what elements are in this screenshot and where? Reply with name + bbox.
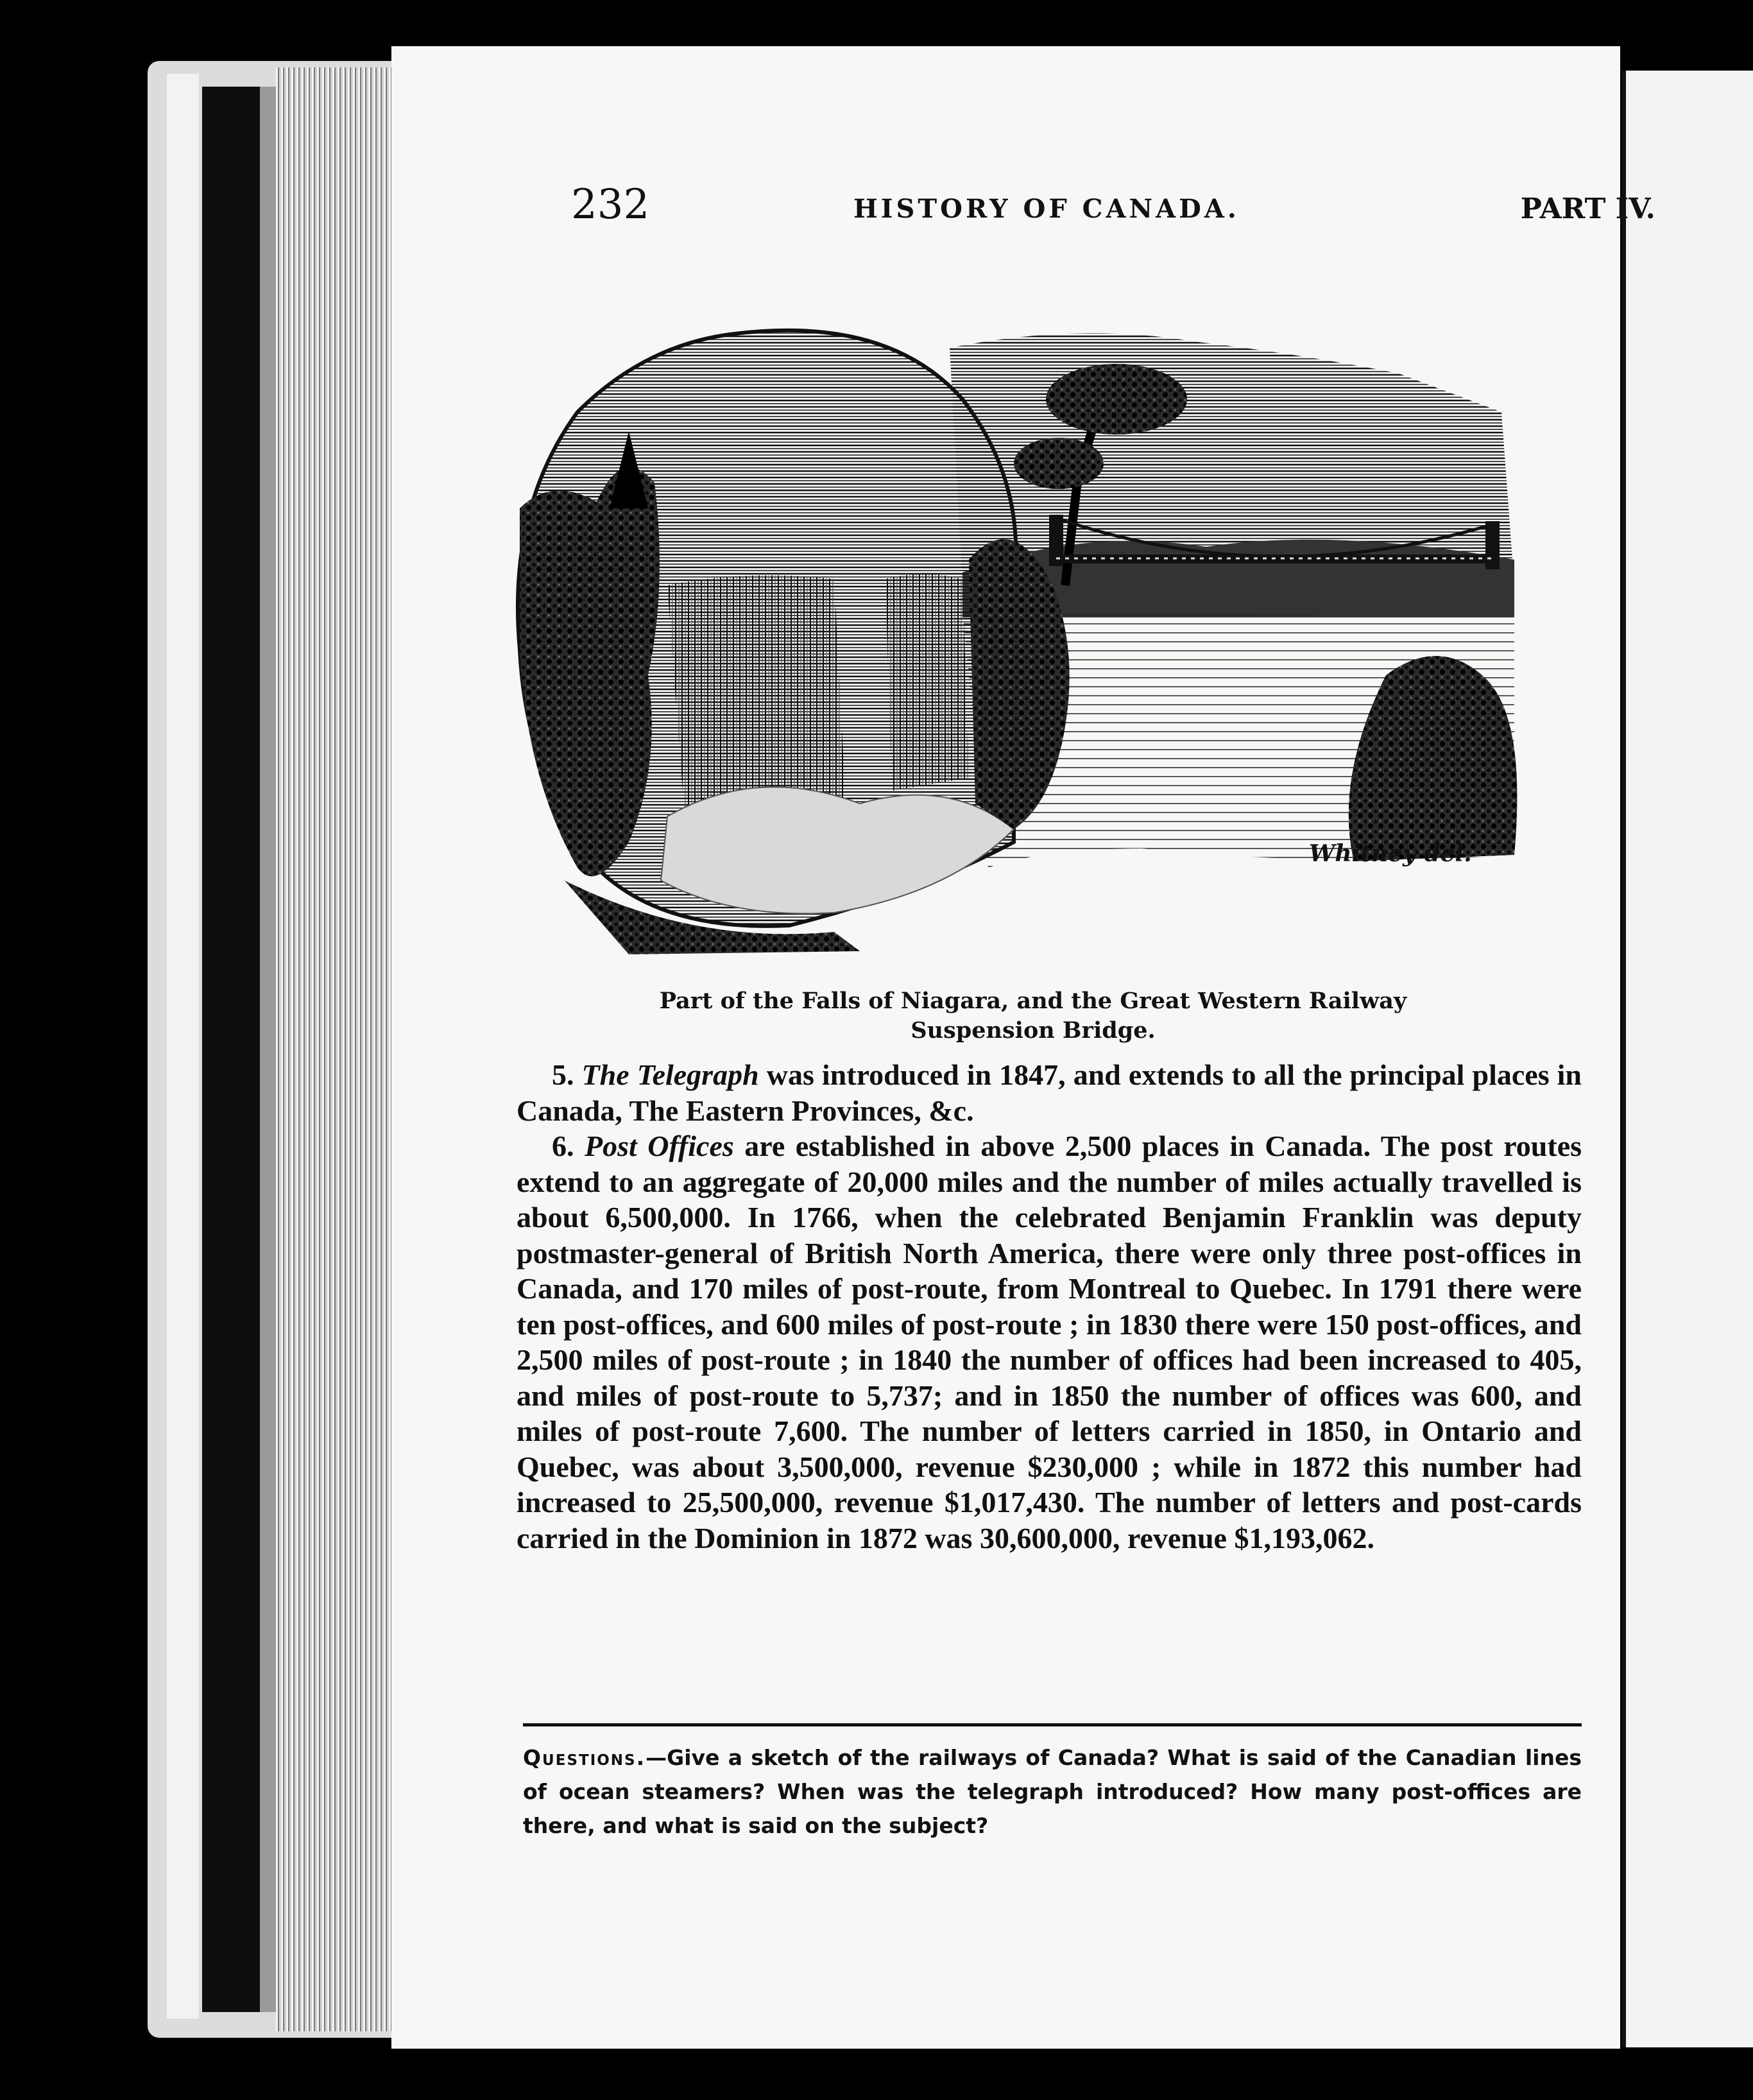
facing-page-edge bbox=[1622, 71, 1753, 2047]
engraving-svg bbox=[500, 316, 1534, 958]
book-cover-edge bbox=[167, 74, 199, 2018]
book-page bbox=[391, 46, 1655, 2049]
niagara-falls-engraving bbox=[500, 316, 1534, 958]
page-leaves bbox=[276, 67, 391, 2031]
small-falls bbox=[885, 574, 969, 791]
paragraph-post-offices bbox=[517, 1128, 1582, 1556]
page-number: 232 bbox=[571, 181, 650, 228]
part-label: PART IV. bbox=[1520, 193, 1655, 225]
engraver-signature: Whitney del. bbox=[1309, 840, 1472, 867]
paragraph-heading: The Telegraph bbox=[581, 1058, 759, 1091]
questions-label: Questions. bbox=[523, 1745, 646, 1770]
running-title: HISTORY OF CANADA. bbox=[853, 194, 1240, 224]
book-gap bbox=[260, 87, 276, 2012]
questions-block bbox=[523, 1741, 1582, 1843]
book-board bbox=[202, 87, 260, 2012]
falls-mist bbox=[661, 787, 1014, 913]
illustration-caption bbox=[488, 986, 1578, 1046]
book-edge bbox=[148, 61, 391, 2038]
paragraph-number: 6. bbox=[552, 1130, 574, 1162]
section-divider bbox=[523, 1723, 1582, 1726]
caption-line-1: Part of the Falls of Niagara, and the Great Western Railway bbox=[659, 988, 1407, 1014]
paragraph-text: was introduced in 1847, and extends to all the principal places in Canada, The Eastern Provinces, &c. bbox=[517, 1058, 1582, 1127]
paragraph-number: 5. bbox=[552, 1058, 574, 1091]
questions-text: —Give a sketch of the railways of Canada? What is said of the Canadian lines of ocean steamers? When was the telegraph introduced? How many post-offices are there, and what is said on the subject? bbox=[523, 1745, 1582, 1838]
paragraph-telegraph bbox=[517, 1057, 1582, 1128]
body-text bbox=[517, 1057, 1582, 1556]
paragraph-text: are established in above 2,500 places in Canada. The post routes extend to an aggregate of 20,000 miles and the number of miles actually travelled is about 6,500,000. In 1766, when the celebrated Benjamin Franklin was deputy postmaster-general of British North America, there were only three post-offices in Canada, and 170 miles of post-route, from Montreal to Quebec. In 1791 there were ten post-offices, and 600 miles of post-route ; in 1830 there were 150 post-offices, and 2,500 miles of post-route ; in 1840 the number of offices had been increased to 405, and miles of post-route to 5,737; and in 1850 the number of offices was 600, and miles of post-route 7,600. The number of letters carried in 1850, in Ontario and Quebec, was about 3,500,000, revenue $230,000 ; while in 1872 this number had increased to 25,500,000, revenue $1,017,430. The number of letters and post-cards carried in the Dominion in 1872 was 30,600,000, revenue $1,193,062. bbox=[517, 1130, 1582, 1554]
page-header bbox=[571, 181, 1655, 258]
tree-canopy-lower bbox=[1014, 438, 1104, 489]
caption-line-2: Suspension Bridge. bbox=[911, 1017, 1156, 1044]
tree-canopy bbox=[1046, 364, 1187, 435]
paragraph-heading: Post Offices bbox=[584, 1130, 734, 1162]
